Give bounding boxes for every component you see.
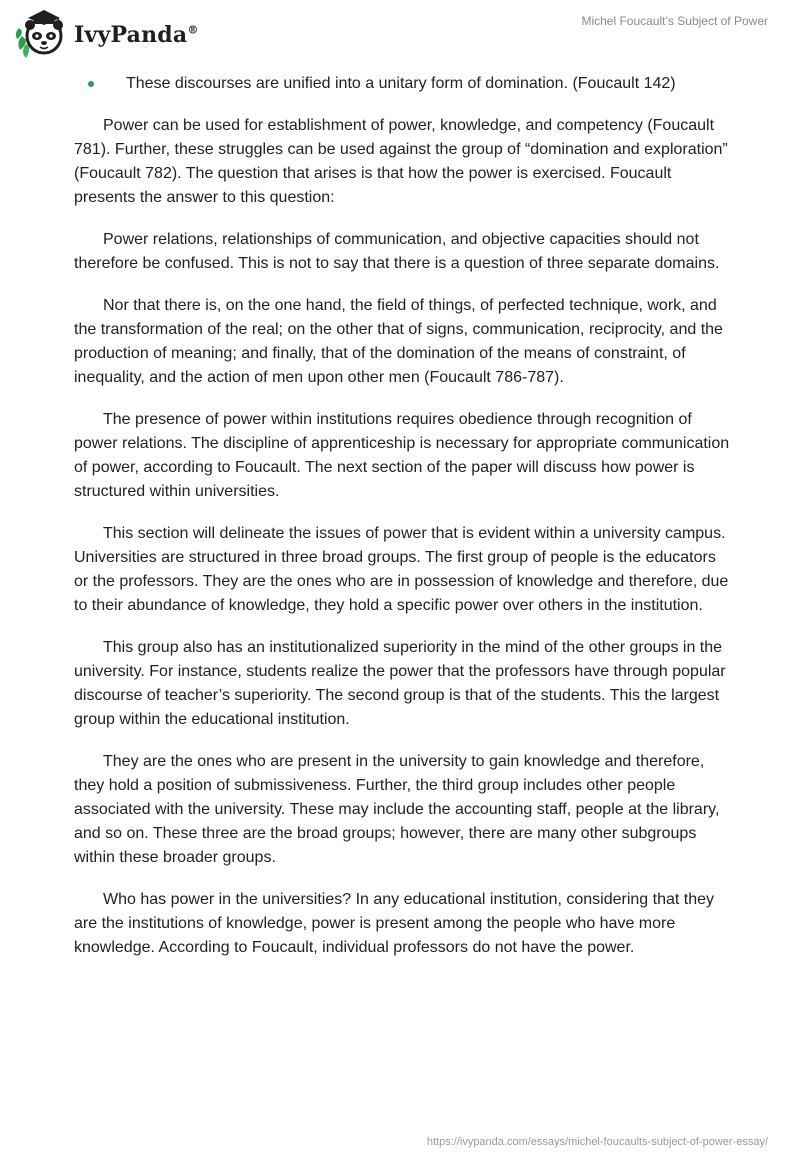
bullet-list: [74, 72, 734, 96]
essay-body: [74, 72, 734, 978]
paragraph: Who has power in the universities? In any educational institution, considering that they are the institutions of knowledge, power is present among the people who have more knowledge. According to Foucault, individual professors do not have the power.: [74, 891, 715, 956]
paragraph: This group also has an institutionalized superiority in the mind of the other groups in the university. For instance, students realize the power that the professors have through popular discourse of teacher’s superiority. The second group is that of the students. This the largest group within the educational institution.: [74, 639, 726, 728]
paragraph: They are the ones who are present in the university to gain knowledge and therefore, they hold a position of submissiveness. Further, the third group includes other people associated with the university. These may include the accounting staff, people at the library, and so on. These three are the broad groups; however, there are many other subgroups within these broader groups.: [74, 753, 720, 866]
bullet-item: [74, 72, 734, 96]
ivypanda-logo[interactable]: [14, 6, 199, 60]
page-header: [0, 0, 800, 70]
paragraph: The presence of power within institutions requires obedience through recognition of power relations. The discipline of apprenticeship is necessary for appropriate communication of power, according to Foucault. The next section of the paper will discuss how power is structured within universities.: [74, 411, 730, 500]
source-url-link[interactable]: https://ivypanda.com/essays/michel-foucaults-subject-of-power-essay/: [426, 1136, 768, 1148]
document-title: Michel Foucault’s Subject of Power: [581, 14, 768, 28]
registered-mark: ®: [187, 23, 199, 37]
paragraph: Nor that there is, on the one hand, the field of things, of perfected technique, work, and the transformation of the real; on the other that of signs, communication, reciprocity, and the production of meaning; and finally, that of the domination of the means of constraint, of inequality, and the action of men upon other men (Foucault 786-787).: [74, 297, 723, 386]
bullet-dot-icon: [88, 81, 94, 87]
brand-name: [74, 22, 199, 48]
paragraph: Power can be used for establishment of power, knowledge, and competency (Foucault 781). Further, these struggles can be used against the group of “domination and exploration” (Foucault 782). The question that arises is that how the power is exercised. Foucault presents the answer to this question:: [74, 117, 728, 206]
paragraph: Power relations, relationships of communication, and objective capacities should not therefore be confused. This is not to say that there is a question of three separate domains.: [74, 231, 720, 272]
brand-name-text: IvyPanda: [74, 22, 188, 48]
bullet-text: These discourses are unified into a unitary form of domination. (Foucault 142): [126, 75, 676, 92]
panda-graduate-icon: [14, 6, 70, 60]
paragraph: This section will delineate the issues of power that is evident within a university campus. Universities are structured in three broad groups. The first group of people is the educators or the professors. They are the ones who are in possession of knowledge and therefore, due to their abundance of knowledge, they hold a specific power over others in the institution.: [74, 525, 729, 614]
